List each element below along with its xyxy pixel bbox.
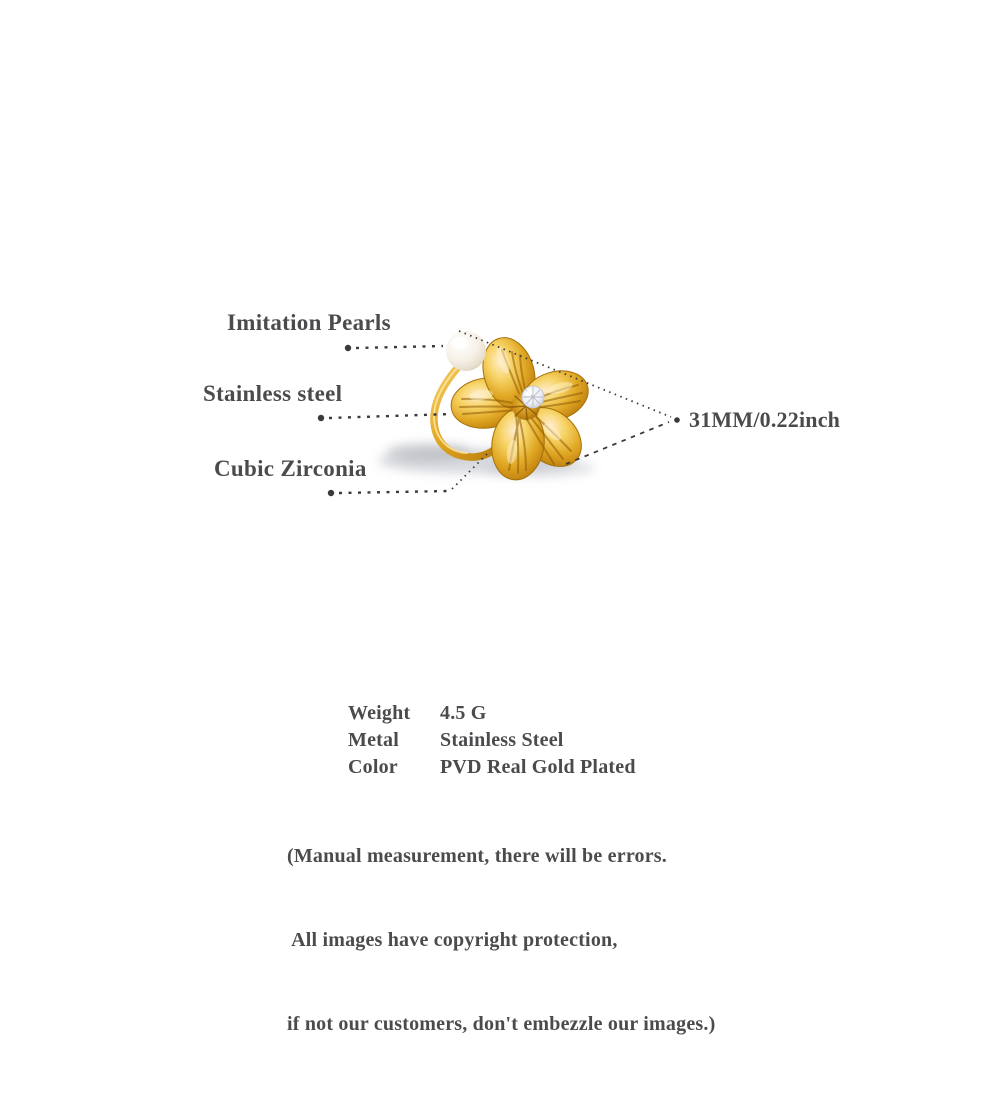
callout-cubic-zirconia: Cubic Zirconia bbox=[214, 456, 367, 481]
pearl-leader-dot bbox=[345, 345, 351, 351]
zirconia-leader-line bbox=[339, 491, 450, 493]
spec-label-color: Color bbox=[348, 756, 398, 778]
spec-value-metal: Stainless Steel bbox=[440, 729, 564, 751]
spec-row-metal bbox=[348, 727, 636, 754]
disclaimer-line-1: (Manual measurement, there will be errors. bbox=[287, 845, 667, 867]
cubic-zirconia-stone bbox=[522, 386, 544, 408]
pearl bbox=[446, 331, 486, 371]
spec-row-color bbox=[348, 754, 636, 781]
disclaimer-line-3: if not our customers, don't embezzle our images.) bbox=[287, 1013, 716, 1035]
pearl-leader-line bbox=[356, 346, 443, 348]
spec-value-color: PVD Real Gold Plated bbox=[440, 756, 636, 778]
disclaimer-text bbox=[287, 786, 715, 1094]
disclaimer-line-2: All images have copyright protection, bbox=[287, 929, 618, 951]
spec-label-weight: Weight bbox=[348, 702, 411, 724]
spec-row-weight bbox=[348, 700, 636, 727]
zirconia-leader-dot bbox=[328, 490, 334, 496]
spec-label-metal: Metal bbox=[348, 729, 399, 751]
callout-stainless-steel: Stainless steel bbox=[203, 381, 343, 406]
size-dimension-label: 31MM/0.22inch bbox=[689, 407, 841, 432]
size-leader-dot bbox=[674, 417, 680, 423]
callout-imitation-pearls: Imitation Pearls bbox=[227, 310, 391, 335]
spec-value-weight: 4.5 G bbox=[440, 702, 487, 724]
spec-table bbox=[348, 700, 636, 781]
steel-leader-dot bbox=[318, 415, 324, 421]
